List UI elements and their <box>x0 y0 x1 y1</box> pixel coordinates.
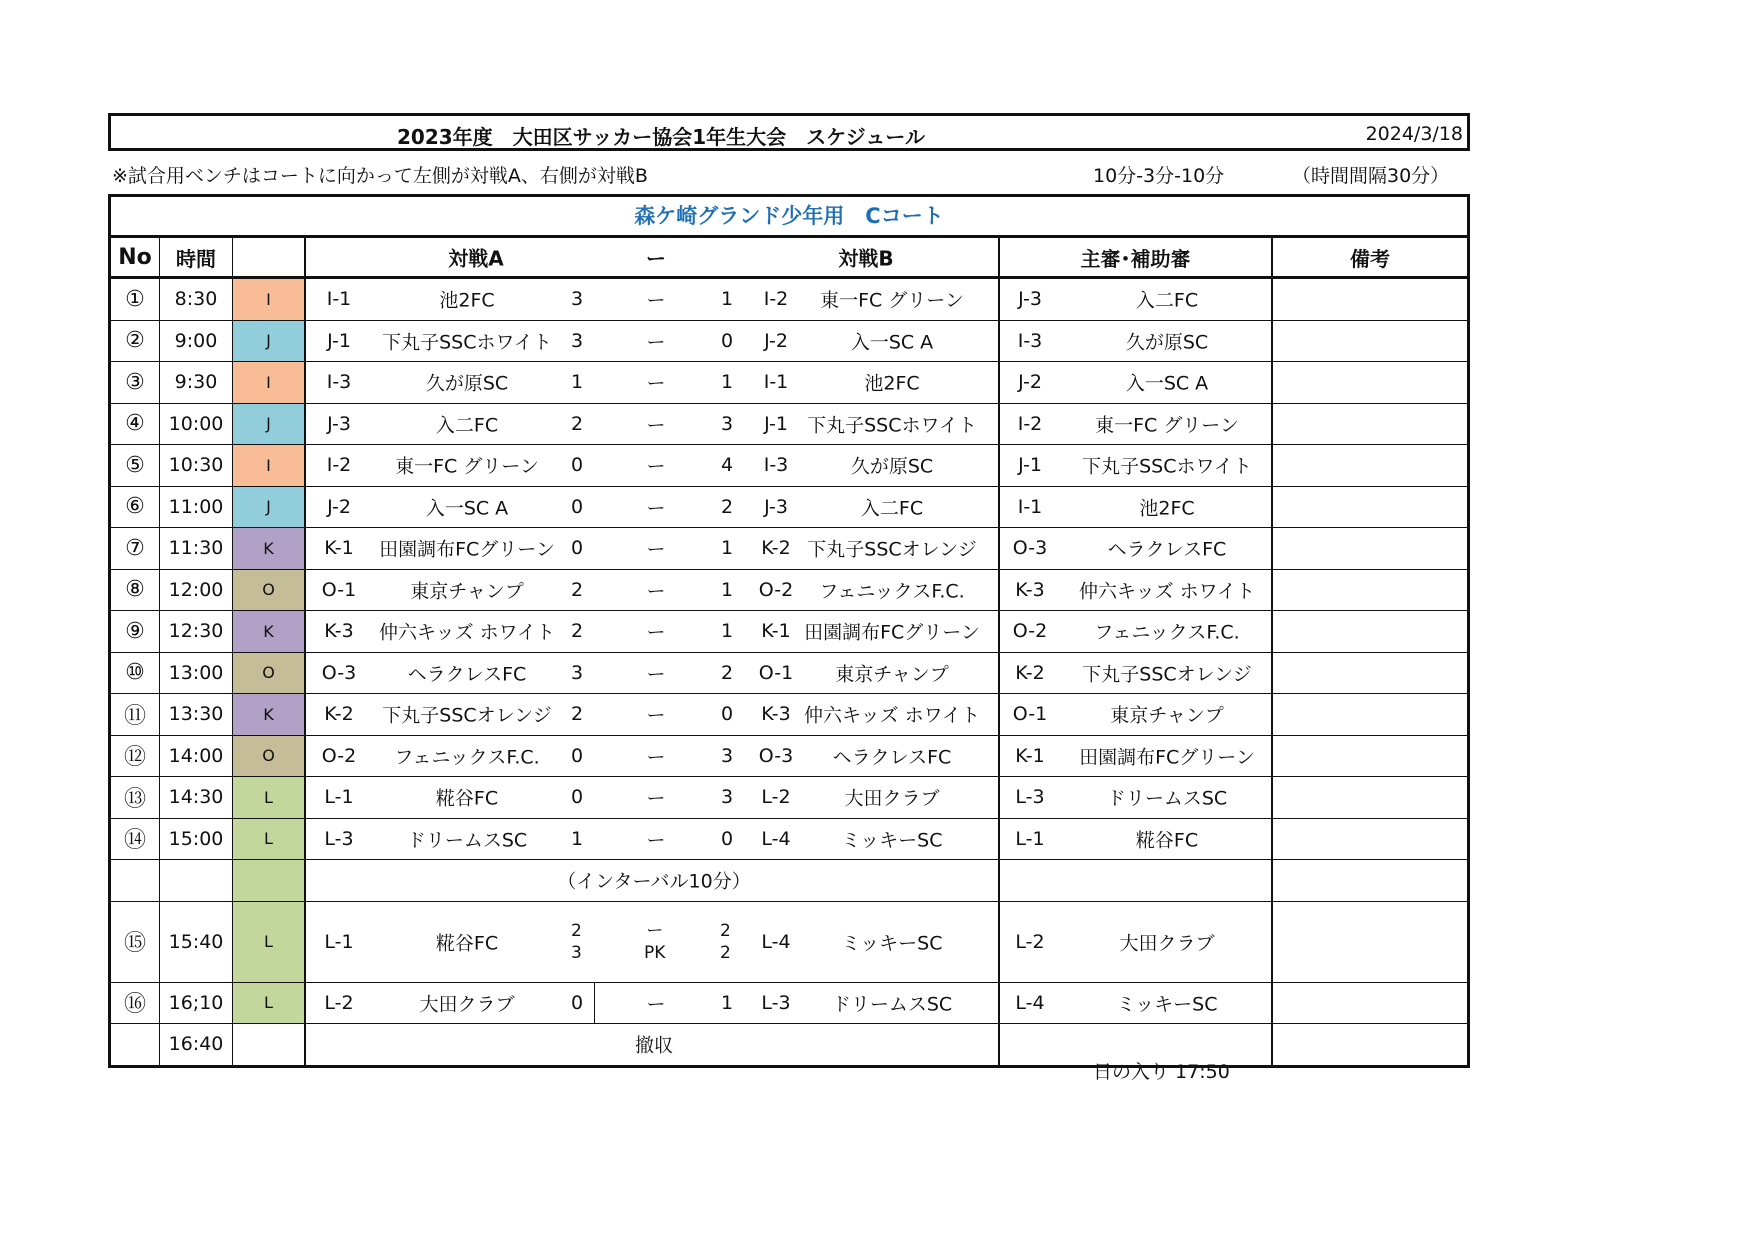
score-b: 2 <box>720 661 734 684</box>
pk-label: PK <box>644 942 666 963</box>
remarks-cell <box>1273 279 1467 320</box>
team-a-code: K-2 <box>324 703 354 726</box>
score-dash: ー <box>646 331 666 354</box>
match-no: ⑪ <box>111 694 160 735</box>
team-b-name: 東一FC グリーン <box>820 289 964 312</box>
referee-team: 東一FC グリーン <box>1095 414 1239 437</box>
match-time: 11:30 <box>160 528 233 569</box>
remarks-cell <box>1273 404 1467 445</box>
team-a-name: 仲六キッズ ホワイト <box>378 621 556 644</box>
score-dash: ー <box>646 414 666 437</box>
match-no <box>111 860 160 901</box>
match-no: ⑮ <box>111 902 160 982</box>
interval-row <box>111 860 1467 902</box>
score-dash: ー <box>646 455 666 478</box>
referee-code: L-1 <box>1015 827 1045 850</box>
referee-cell <box>1000 528 1273 569</box>
score-b: 0 <box>720 329 734 352</box>
score-a: 2 <box>570 703 584 726</box>
match-cell <box>306 362 1000 403</box>
team-b-name: ヘラクレスFC <box>832 746 952 769</box>
score-dash: ー <box>646 580 666 603</box>
team-a-name: 糀谷FC <box>435 787 499 810</box>
time-interval: （時間間隔30分） <box>1292 165 1450 187</box>
team-a-code: J-3 <box>327 412 351 435</box>
referee-team: 東京チャンプ <box>1110 704 1224 727</box>
remarks-cell <box>1273 528 1467 569</box>
team-b-name: 下丸子SSCホワイト <box>807 414 977 437</box>
team-a-code: I-2 <box>326 454 352 477</box>
team-a-code: L-1 <box>324 786 354 809</box>
referee-cell <box>1000 902 1273 982</box>
match-cell <box>306 487 1000 528</box>
match-time: 9:30 <box>160 362 233 403</box>
match-time: 15:40 <box>160 902 233 982</box>
match-no: ⑨ <box>111 611 160 652</box>
referee-team: 大田クラブ <box>1119 932 1215 954</box>
score-b-pk-value: 2 <box>720 942 731 963</box>
table-row <box>111 528 1467 570</box>
match-cell <box>306 777 1000 818</box>
referee-team: 糀谷FC <box>1135 829 1199 852</box>
team-b-code: I-2 <box>763 288 789 311</box>
match-group: J <box>233 321 306 362</box>
team-a-code: L-2 <box>324 991 354 1014</box>
match-time: 9:00 <box>160 321 233 362</box>
score-b: 1 <box>720 991 734 1014</box>
col-dash: ー <box>646 246 666 271</box>
match-cell <box>306 819 1000 860</box>
team-a-name: フェニックスF.C. <box>394 746 540 769</box>
document-date: 2024/3/18 <box>1365 123 1463 145</box>
match-no: ⑩ <box>111 653 160 694</box>
referee-cell <box>1000 983 1273 1024</box>
score-a: 0 <box>570 454 584 477</box>
score-a: 1 <box>570 371 584 394</box>
table-row <box>111 902 1467 983</box>
match-group: O <box>233 570 306 611</box>
remarks-cell <box>1273 819 1467 860</box>
match-cell <box>306 570 1000 611</box>
team-a-code: O-1 <box>321 578 357 601</box>
score-a: 0 <box>570 786 584 809</box>
table-row <box>111 487 1467 529</box>
referee-cell <box>1000 819 1273 860</box>
score-b: 1 <box>720 578 734 601</box>
score-dash: ー <box>646 746 666 769</box>
match-time: 13:00 <box>160 653 233 694</box>
col-referee: 主審･補助審 <box>1000 238 1273 276</box>
score-b: 4 <box>720 454 734 477</box>
remarks-cell <box>1273 362 1467 403</box>
header-row <box>111 238 1467 279</box>
score-b: 2 <box>720 920 731 941</box>
remarks-cell <box>1273 983 1467 1024</box>
table-row <box>111 819 1467 861</box>
team-b-code: O-2 <box>758 578 794 601</box>
table-row <box>111 279 1467 321</box>
match-time: 10:30 <box>160 445 233 486</box>
match-no: ① <box>111 279 160 320</box>
referee-team: フェニックスF.C. <box>1094 621 1240 644</box>
referee-code: L-3 <box>1015 786 1045 809</box>
score-a: 3 <box>570 329 584 352</box>
sunset-time: 日の入り 17:50 <box>1093 1061 1230 1083</box>
team-a-code: I-3 <box>326 371 352 394</box>
match-cell <box>306 983 1000 1024</box>
score-b: 3 <box>720 744 734 767</box>
match-cell <box>306 653 1000 694</box>
col-match <box>306 238 1000 276</box>
match-group: I <box>233 445 306 486</box>
score-a: 3 <box>570 288 584 311</box>
score-dash: ー <box>646 787 666 810</box>
team-a-code: K-3 <box>324 620 354 643</box>
score-a: 1 <box>570 827 584 850</box>
score-a: 2 <box>570 412 584 435</box>
table-row <box>111 570 1467 612</box>
score-b: 0 <box>720 703 734 726</box>
score-a: 0 <box>570 537 584 560</box>
table-row <box>111 445 1467 487</box>
team-b-code: I-1 <box>763 371 789 394</box>
match-no: ④ <box>111 404 160 445</box>
referee-code: I-1 <box>1017 495 1043 518</box>
referee-cell <box>1000 694 1273 735</box>
score-b: 1 <box>720 620 734 643</box>
referee-team: ドリームスSC <box>1106 787 1228 810</box>
match-no: ③ <box>111 362 160 403</box>
team-a-name: 下丸子SSCホワイト <box>382 331 552 354</box>
score-dash-pk <box>644 902 665 982</box>
referee-code: L-4 <box>1015 991 1045 1014</box>
match-cell <box>306 611 1000 652</box>
score-a: 2 <box>570 578 584 601</box>
referee-cell <box>1000 611 1273 652</box>
score-a: 3 <box>570 661 584 684</box>
score-dash: ー <box>646 993 666 1016</box>
team-a-name: 下丸子SSCオレンジ <box>382 704 552 727</box>
match-group: O <box>233 736 306 777</box>
match-time: 15:00 <box>160 819 233 860</box>
score-b: 1 <box>720 537 734 560</box>
referee-code: L-2 <box>1015 930 1045 953</box>
match-no: ⑧ <box>111 570 160 611</box>
match-time: 16;10 <box>160 983 233 1024</box>
match-cell <box>306 404 1000 445</box>
court-title: 森ケ崎グランド少年用 Cコート <box>111 197 1467 238</box>
team-b-name: 久が原SC <box>850 455 934 478</box>
referee-team: 仲六キッズ ホワイト <box>1078 580 1256 603</box>
match-cell <box>306 279 1000 320</box>
referee-code: O-1 <box>1012 703 1048 726</box>
referee-cell <box>1000 570 1273 611</box>
bench-note: ※試合用ベンチはコートに向かって左側が対戦A、右側が対戦B <box>112 165 648 187</box>
match-no: ⑫ <box>111 736 160 777</box>
team-b-name: ミッキーSC <box>841 932 943 954</box>
team-b-name: 大田クラブ <box>844 787 940 810</box>
match-time <box>160 860 233 901</box>
score-dash: ー <box>646 538 666 561</box>
match-no: ⑭ <box>111 819 160 860</box>
score-b: 3 <box>720 786 734 809</box>
match-cell <box>306 445 1000 486</box>
team-a-code: O-3 <box>321 661 357 684</box>
score-dash: ー <box>646 289 666 312</box>
table-row <box>111 777 1467 819</box>
match-group: L <box>233 902 306 982</box>
col-team-a: 対戦A <box>448 246 504 271</box>
team-a-name: 池2FC <box>439 289 495 312</box>
team-b-code: I-3 <box>763 454 789 477</box>
team-b-code: L-4 <box>761 930 791 953</box>
referee-team: 田園調布FCグリーン <box>1079 746 1255 769</box>
match-cell <box>306 321 1000 362</box>
remarks-cell <box>1273 321 1467 362</box>
match-format: 10分-3分-10分 <box>1093 165 1225 187</box>
referee-cell <box>1000 736 1273 777</box>
team-b-code: O-1 <box>758 661 794 684</box>
match-no: ⑬ <box>111 777 160 818</box>
score-a: 2 <box>570 620 584 643</box>
match-group: I <box>233 279 306 320</box>
score-dash: ー <box>646 663 666 686</box>
referee-team: 入一SC A <box>1125 372 1209 395</box>
match-time: 13:30 <box>160 694 233 735</box>
match-group: I <box>233 362 306 403</box>
score-b: 1 <box>720 288 734 311</box>
score-dash: ー <box>646 621 666 644</box>
team-a-name: 東京チャンプ <box>410 580 524 603</box>
team-a-name: ヘラクレスFC <box>407 663 527 686</box>
col-no: No <box>111 238 160 276</box>
match-no <box>111 1024 160 1065</box>
match-group: L <box>233 983 306 1024</box>
match-cell <box>306 694 1000 735</box>
match-time: 14:00 <box>160 736 233 777</box>
title-box <box>108 113 1470 151</box>
team-a-code: I-1 <box>326 288 352 311</box>
referee-team: 下丸子SSCオレンジ <box>1082 663 1252 686</box>
team-b-name: 仲六キッズ ホワイト <box>803 704 981 727</box>
referee-code: K-2 <box>1015 661 1045 684</box>
score-b: 1 <box>720 371 734 394</box>
match-time: 10:00 <box>160 404 233 445</box>
referee-cell <box>1000 279 1273 320</box>
remarks-cell <box>1273 487 1467 528</box>
match-time: 12:00 <box>160 570 233 611</box>
team-b-code: J-2 <box>764 329 788 352</box>
score-dash: ー <box>646 829 666 852</box>
remarks-cell <box>1273 445 1467 486</box>
referee-code: O-2 <box>1012 620 1048 643</box>
team-a-name: 久が原SC <box>425 372 509 395</box>
team-b-code: L-3 <box>761 991 791 1014</box>
team-a-name: 入二FC <box>435 414 499 437</box>
team-a-code: L-1 <box>324 930 354 953</box>
match-cell <box>306 736 1000 777</box>
referee-code: J-1 <box>1018 454 1042 477</box>
team-a-name: 糀谷FC <box>435 932 499 954</box>
referee-team: ヘラクレスFC <box>1107 538 1227 561</box>
score-b: 0 <box>720 827 734 850</box>
remarks-cell <box>1273 902 1467 982</box>
referee-team: 池2FC <box>1139 497 1195 520</box>
score-dash: ー <box>646 372 666 395</box>
referee-code: J-3 <box>1018 288 1042 311</box>
referee-code: I-2 <box>1017 412 1043 435</box>
closing-row <box>111 1024 1467 1065</box>
score-dash: ー <box>646 704 666 727</box>
remarks-cell <box>1273 611 1467 652</box>
closing-text: 撤収 <box>634 1034 674 1057</box>
schedule-table <box>108 194 1470 1068</box>
team-b-name: ミッキーSC <box>841 829 943 852</box>
match-time: 14:30 <box>160 777 233 818</box>
team-a-code: O-2 <box>321 744 357 767</box>
col-time: 時間 <box>160 238 233 276</box>
page-title: 2023年度 大田区サッカー協会1年生大会 スケジュール <box>397 125 925 149</box>
referee-team: 入二FC <box>1135 289 1199 312</box>
match-group: J <box>233 404 306 445</box>
match-cell <box>306 528 1000 569</box>
team-b-name: 田園調布FCグリーン <box>804 621 980 644</box>
match-time: 12:30 <box>160 611 233 652</box>
remarks-cell <box>1273 694 1467 735</box>
referee-cell <box>1000 404 1273 445</box>
score-a: 0 <box>570 495 584 518</box>
team-b-name: フェニックスF.C. <box>819 580 965 603</box>
team-a-name: 大田クラブ <box>419 993 515 1016</box>
interval-text: （インターバル10分） <box>557 870 751 893</box>
score-b: 2 <box>720 495 734 518</box>
team-b-code: L-4 <box>761 827 791 850</box>
score-b-pk <box>720 902 731 982</box>
team-b-name: ドリームスSC <box>831 993 953 1016</box>
referee-team: 久が原SC <box>1125 331 1209 354</box>
match-cell <box>306 1024 1000 1065</box>
team-b-name: 池2FC <box>864 372 920 395</box>
team-b-code: K-3 <box>761 703 791 726</box>
remarks-cell <box>1273 860 1467 901</box>
match-cell <box>306 860 1000 901</box>
remarks-cell <box>1273 1024 1467 1065</box>
team-a-name: ドリームスSC <box>406 829 528 852</box>
score-dash: ー <box>646 920 664 941</box>
cell-divider <box>594 983 595 1024</box>
referee-cell <box>1000 321 1273 362</box>
team-a-code: J-1 <box>327 329 351 352</box>
table-row <box>111 736 1467 778</box>
team-b-code: J-3 <box>764 495 788 518</box>
score-dash: ー <box>646 497 666 520</box>
team-b-name: 入二FC <box>860 497 924 520</box>
team-a-code: J-2 <box>327 495 351 518</box>
team-a-code: K-1 <box>324 537 354 560</box>
match-no: ⑤ <box>111 445 160 486</box>
referee-cell <box>1000 362 1273 403</box>
table-row <box>111 653 1467 695</box>
team-a-name: 入一SC A <box>425 497 509 520</box>
team-b-code: K-2 <box>761 537 791 560</box>
referee-code: O-3 <box>1012 537 1048 560</box>
table-row <box>111 362 1467 404</box>
match-no: ② <box>111 321 160 362</box>
remarks-cell <box>1273 653 1467 694</box>
score-a: 0 <box>570 744 584 767</box>
referee-code: K-3 <box>1015 578 1045 601</box>
match-no: ⑯ <box>111 983 160 1024</box>
score-a-pk-value: 3 <box>571 942 582 963</box>
referee-code: K-1 <box>1015 744 1045 767</box>
col-remarks: 備考 <box>1350 246 1390 271</box>
team-a-name: 田園調布FCグリーン <box>379 538 555 561</box>
referee-cell <box>1000 777 1273 818</box>
table-row <box>111 321 1467 363</box>
referee-code: I-3 <box>1017 329 1043 352</box>
score-a-pk <box>571 902 582 982</box>
match-no: ⑦ <box>111 528 160 569</box>
score-a: 2 <box>571 920 582 941</box>
referee-code: J-2 <box>1018 371 1042 394</box>
team-b-code: O-3 <box>758 744 794 767</box>
remarks-cell <box>1273 570 1467 611</box>
match-group: O <box>233 653 306 694</box>
remarks-cell <box>1273 777 1467 818</box>
match-group: K <box>233 611 306 652</box>
table-row <box>111 694 1467 736</box>
team-b-name: 下丸子SSCオレンジ <box>807 538 977 561</box>
team-a-code: L-3 <box>324 827 354 850</box>
score-a: 0 <box>570 991 584 1014</box>
referee-team: ミッキーSC <box>1116 993 1218 1016</box>
referee-cell <box>1000 487 1273 528</box>
match-time: 8:30 <box>160 279 233 320</box>
match-group: L <box>233 777 306 818</box>
team-b-code: J-1 <box>764 412 788 435</box>
match-no: ⑥ <box>111 487 160 528</box>
match-cell <box>306 902 1000 982</box>
match-group: K <box>233 694 306 735</box>
match-group <box>233 860 306 901</box>
remarks-cell <box>1273 736 1467 777</box>
team-b-name: 入一SC A <box>850 331 934 354</box>
table-row <box>111 404 1467 446</box>
referee-cell <box>1000 445 1273 486</box>
table-row <box>111 983 1467 1025</box>
team-b-name: 東京チャンプ <box>835 663 949 686</box>
table-row <box>111 611 1467 653</box>
match-group: J <box>233 487 306 528</box>
match-time: 16:40 <box>160 1024 233 1065</box>
referee-team: 下丸子SSCホワイト <box>1082 455 1252 478</box>
match-group: K <box>233 528 306 569</box>
team-a-name: 東一FC グリーン <box>395 455 539 478</box>
match-group <box>233 1024 306 1065</box>
col-team-b: 対戦B <box>838 246 894 271</box>
team-b-code: L-2 <box>761 786 791 809</box>
match-time: 11:00 <box>160 487 233 528</box>
score-b: 3 <box>720 412 734 435</box>
col-group <box>233 238 306 276</box>
team-b-code: K-1 <box>761 620 791 643</box>
match-group: L <box>233 819 306 860</box>
referee-cell <box>1000 653 1273 694</box>
referee-cell <box>1000 860 1273 901</box>
